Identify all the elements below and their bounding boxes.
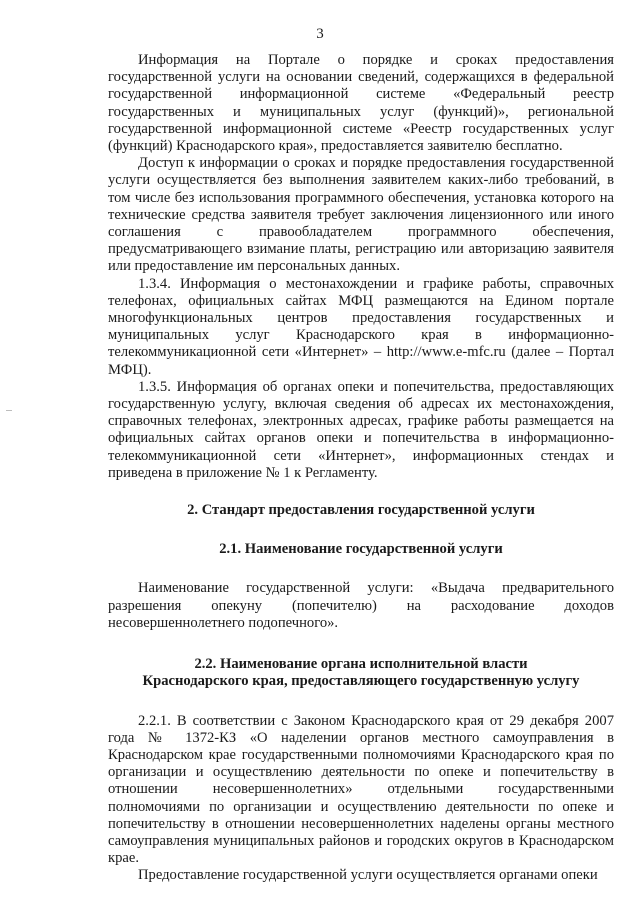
page-number: 3 [316, 26, 324, 42]
paragraph-portal-info: Информация на Портале о порядке и сроках предоставления государственной услуги на основании сведений, содержащихся в федеральной государственной информационной системе «Федеральный реестр государственных и муниципальных услуг (функций)», региональной государственной информационной системе «Реестр государственных услуг (функций) Краснодарского края», предоставляется заявителю бесплатно. [108, 52, 614, 155]
section-2-2-heading-line1: 2.2. Наименование органа исполнительной власти [194, 656, 528, 673]
paragraph-2-2-1: 2.2.1. В соответствии с Законом Краснодарского края от 29 декабря 2007 года № 1372-КЗ «О наделении органов местного самоуправления в Краснодарском крае государственными полномочиями Краснодарского края по организации и осуществлению деятельности по опеке и попечительству в отношении несовершеннолетних» отдельными государственными полномочиями по организации и осуществлению деятельности по опеке и попечительству в отношении несовершеннолетних наделены органы местного самоуправления муниципальных районов и городских округов в Краснодарском крае. [108, 712, 614, 867]
scan-edge-mark [6, 410, 12, 411]
document-body [108, 52, 614, 885]
paragraph-1-3-5: 1.3.5. Информация об органах опеки и попечительства, предоставляющих государственную услугу, включая сведения об адресах их местонахождения, справочных телефонах, электронных адресах, графике работы размещается на официальных сайтах органов опеки и попечительства в информационно-телекоммуникационной сети «Интернет», информационных стендах и приведена в приложение № 1 к Регламенту. [108, 378, 614, 481]
paragraph-service-name: Наименование государственной услуги: «Выдача предварительного разрешения опекуну (попечителю) на расходование доходов несовершеннолетнего подопечного». [108, 580, 614, 631]
paragraph-provision: Предоставление государственной услуги осуществляется органами опеки [138, 867, 598, 884]
section-2-heading: 2. Стандарт предоставления государственной услуги [187, 502, 535, 519]
section-2-2-heading-line2: Краснодарского края, предоставляющего государственную услугу [142, 673, 580, 690]
section-2-1-heading: 2.1. Наименование государственной услуги [219, 541, 503, 558]
paragraph-access-info: Доступ к информации о сроках и порядке предоставления государственной услуги осуществляется без выполнения заявителем каких-либо требований, в том числе без использования программного обеспечения, установка которого на технические средства заявителя требует заключения лицензионного или иного соглашения с правообладателем программного обеспечения, предусматривающего взимание платы, регистрацию или авторизацию заявителя или предоставление им персональных данных. [108, 155, 614, 275]
paragraph-1-3-4: 1.3.4. Информация о местонахождении и графике работы, справочных телефонах, официальных сайтах МФЦ размещаются на Едином портале многофункциональных центров предоставления государственных и муниципальных услуг Краснодарского края в информационно-телекоммуникационной сети «Интернет» – http://www.e-mfc.ru (далее – Портал МФЦ). [108, 275, 614, 378]
